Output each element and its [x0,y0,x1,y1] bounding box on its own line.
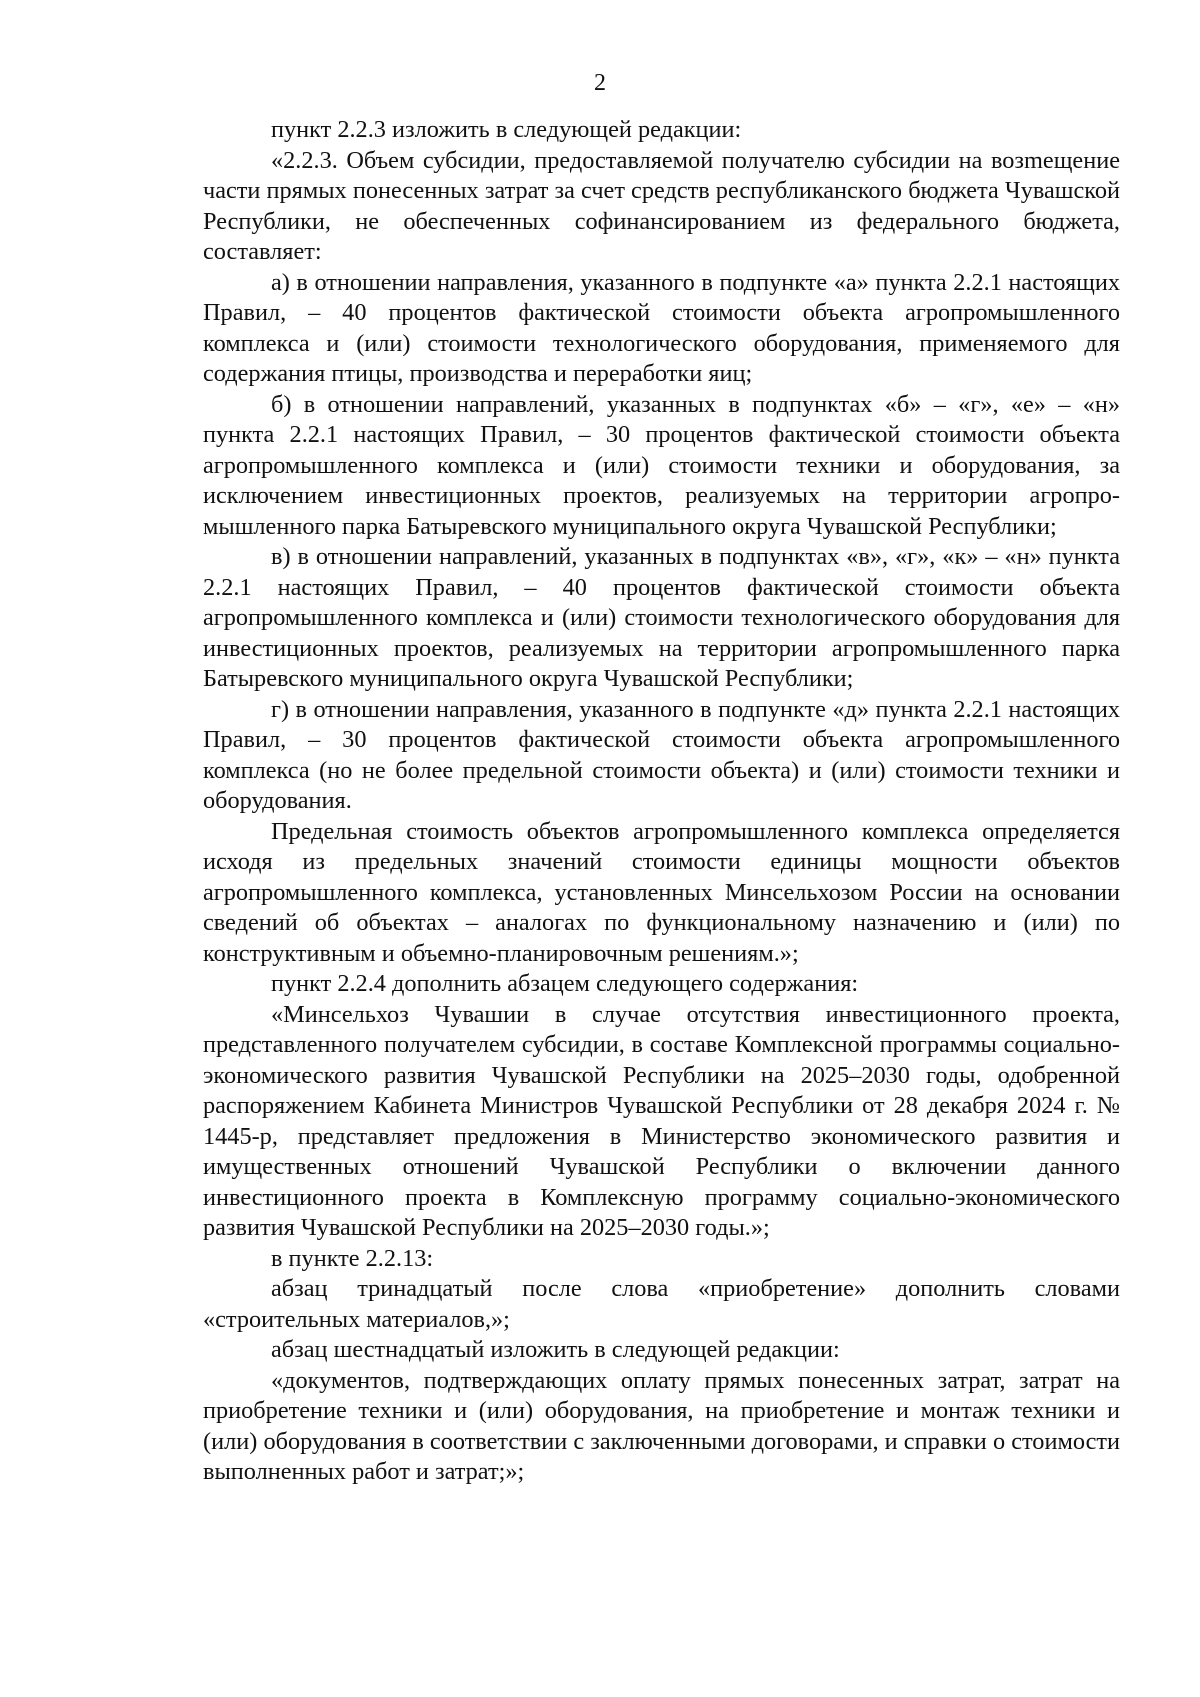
paragraph-amend-2-2-4-intro: пункт 2.2.4 дополнить абзацем следующего содержания: [271,970,859,997]
paragraph-item-g: г) в отношении направления, указанного в подпункте «д» пункта 2.2.1 настоящих Правил, – 30 процентов фактической стоимости объекта агропромышленного комплекса (но не более предельной стоимости объекта) и (или) стоимости техники и оборудования. [203,695,1120,814]
paragraph-limit-cost: Предельная стоимость объектов агропромышленного комплекса определяется исходя из предельных значений стоимости единицы мощности объектов агропромышленного комплекса, установленных Минсельхозом России на основании сведений об объектах – аналогах по функциональному назначению и (или) по конструктивным и объемно-планировочным решениям.»; [203,817,1120,967]
paragraph-item-v: в) в отношении направлений, указанных в подпунктах «в», «г», «к» – «н» пункта 2.2.1 настоящих Правил, – 40 процентов фактической стоимости объекта агропромышленного комплекса и (или) стоимости технологического оборудования для инвестиционных проектов, реализуемых на территории агропромышленного парка Батыревского муниципального округа Чувашской Республики; [203,543,1120,692]
paragraph-item-b: б) в отношении направлений, указанных в подпунктах «б» – «г», «е» – «н» пункта 2.2.1 настоящих Правил, – 30 процентов фактической стоимости объекта агропромышленного комплекса и (или) стоимости техники и оборудования, за исключением инвестиционных проектов, реализуемых на территории агропромышленного парка Батыревского муниципального округа Чувашской Республики; [203,390,1120,540]
paragraph-abzac-13: абзац тринадцатый после слова «приобретение» дополнить словами «строительных материалов,»; [203,1275,1120,1333]
paragraph-minselkhoz-proposal: «Минсельхоз Чувашии в случае отсутствия инвестиционного проекта, представленного получателем субсидии, в составе Комплексной программы социально-экономического развития Чувашской Республики на 2025–2030 годы, одобренной распоряжением Кабинета Министров Чувашской Республики от 28 декабря 2024 г. № 1445-р, представляет предложения в Министерство экономического развития и имущественных отношений Чувашской Республики о включении данного инвестиционного проекта в Комплексную программу социально-экономического развития Чувашской Республики на 2025–2030 годы.»; [203,1000,1120,1241]
document-body [203,115,1120,1488]
paragraph-documents: «документов, подтверждающих оплату прямых понесенных затрат, затрат на приобретение техники и (или) оборудования, на приобретение и монтаж техники и (или) оборудования в соответствии с заключенными договорами, и справки о стоимости выполненных работ и затрат;»; [203,1366,1120,1485]
page-number: 2 [594,70,606,96]
paragraph-abzac-16-intro: абзац шестнадцатый изложить в следующей редакции: [271,1336,840,1363]
paragraph-subsidy-volume: «2.2.3. Объем субсидии, предоставляемой получателю субсидии на возmещение части прямых понесенных затрат за счет средств республиканского бюджета Чувашской Республики, не обеспеченных софинансированием из федерального бюджета, составляет: [203,146,1120,265]
paragraph-item-a: а) в отношении направления, указанного в подпункте «а» пункта 2.2.1 настоящих Правил, – 40 процентов фактической стоимости объекта агропромышленного комплекса и (или) стоимости технологического оборудования, применяемого для содержания птицы, производства и переработки яиц; [203,268,1120,387]
paragraph-amend-2-2-3-intro: пункт 2.2.3 изложить в следующей редакции: [271,116,742,143]
paragraph-2-2-13-intro: в пункте 2.2.13: [271,1244,434,1272]
